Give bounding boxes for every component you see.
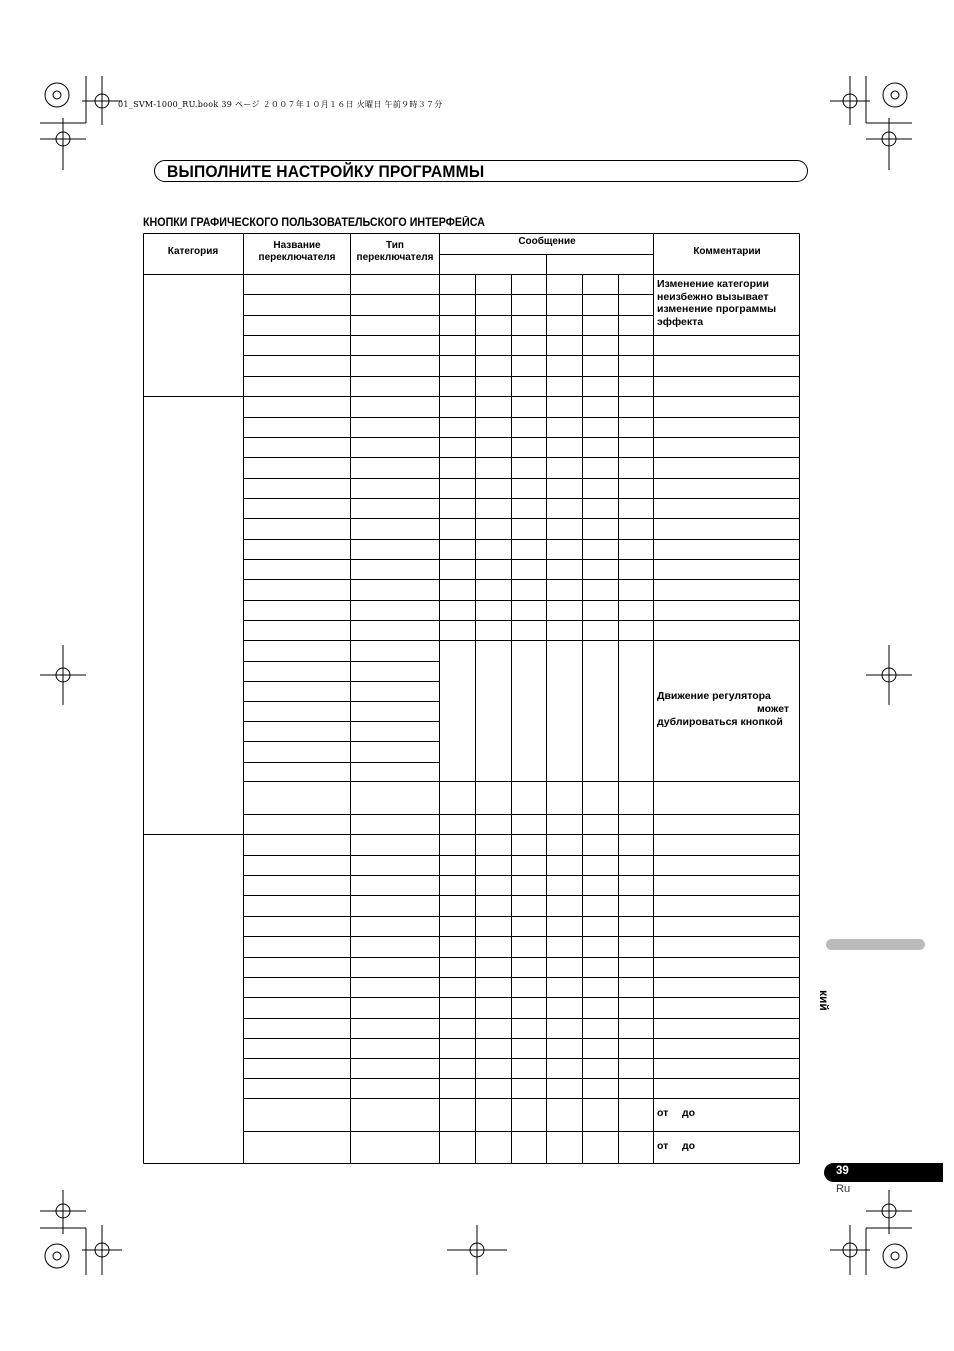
header-switch-name: Название переключателя <box>258 240 336 263</box>
side-label: кий <box>817 990 831 1011</box>
section-tab <box>826 939 925 950</box>
crosshair-bottom-left-2 <box>82 1225 122 1275</box>
page-title: ВЫПОЛНИТЕ НАСТРОЙКУ ПРОГРАММЫ <box>167 162 485 181</box>
settings-table <box>143 233 803 1172</box>
bottom-right-target <box>883 1244 907 1268</box>
page-title-bar <box>154 160 808 182</box>
crosshair-bottom-center <box>447 1225 507 1275</box>
comment-knob-line1: Движение регулятора <box>657 690 771 702</box>
header-message: Сообщение <box>518 236 576 247</box>
top-left-target <box>45 83 69 107</box>
header-category: Категория <box>167 246 219 257</box>
comment-knob-line2: может <box>757 703 790 715</box>
comment-knob-line3: дублироваться кнопкой <box>657 716 783 728</box>
comment-category-change: Изменение категории неизбежно вызывает изменение программы эффекта <box>657 278 777 328</box>
bottom-left-target <box>45 1244 69 1268</box>
header-comments: Комментарии <box>693 246 761 257</box>
crosshair-mid-left <box>40 645 86 705</box>
crosshair-bottom-right-1 <box>830 1225 870 1275</box>
page-number-badge <box>824 1163 943 1182</box>
crosshair-top-right-1 <box>830 76 870 125</box>
header-switch-type: Тип переключателя <box>356 240 434 263</box>
comment-range1-to: до <box>682 1107 696 1119</box>
crosshair-mid-right <box>866 645 912 705</box>
comment-range2-from: от <box>657 1140 669 1152</box>
crosshair-bottom-left-1 <box>40 1190 86 1234</box>
top-right-target <box>883 83 907 107</box>
crosshair-top-right-2 <box>866 118 912 170</box>
comment-range1-from: от <box>657 1107 669 1119</box>
section-title: КНОПКИ ГРАФИЧЕСКОГО ПОЛЬЗОВАТЕЛЬСКОГО ИНТЕРФЕЙСА <box>143 217 485 229</box>
crosshair-top-left-1 <box>82 76 122 125</box>
crosshair-top-left-2 <box>40 118 86 170</box>
crosshair-bottom-right-2 <box>866 1190 912 1234</box>
language-code: Ru <box>836 1183 851 1195</box>
comment-range2-to: до <box>682 1140 696 1152</box>
page-number: 39 <box>836 1165 849 1177</box>
print-header: 01_SVM-1000_RU.book 39 ページ ２００７年１０月１６日 火曜日 午前９時３７分 <box>118 100 443 109</box>
